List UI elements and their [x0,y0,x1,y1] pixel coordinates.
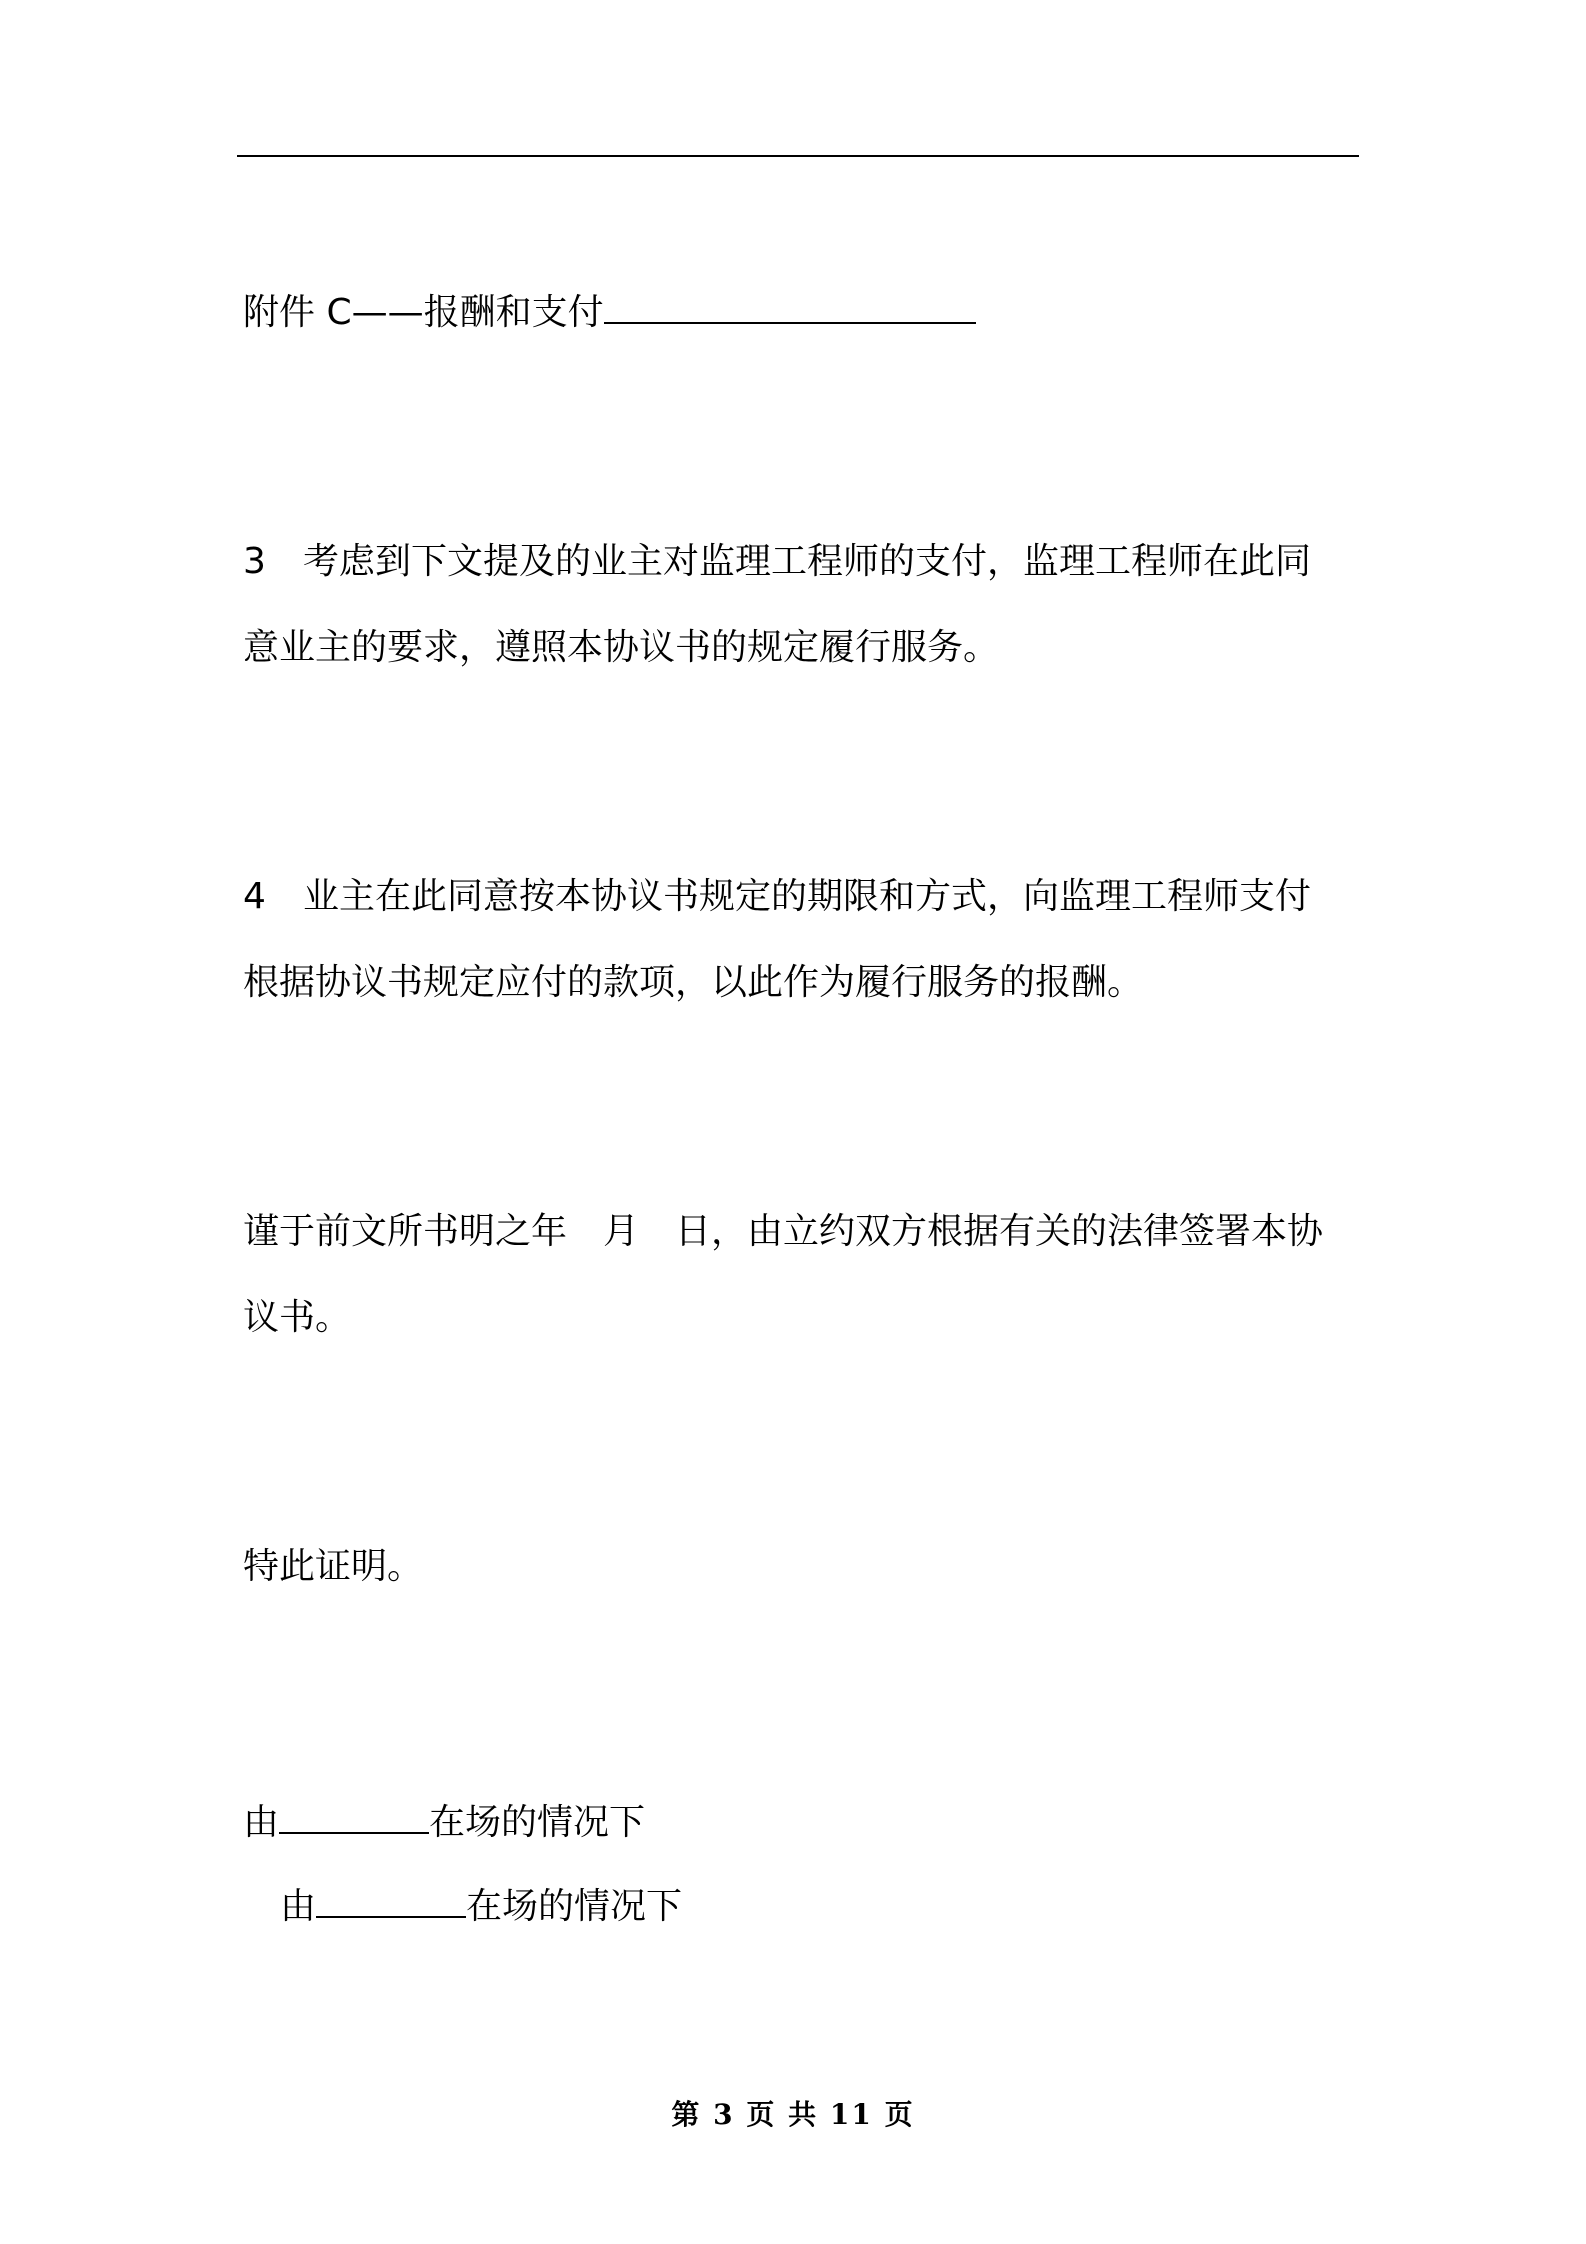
signature-2-blank [316,1884,466,1918]
clause-4-number: 4 [243,876,266,917]
header-rule [237,155,1359,157]
signature-line-2 [280,1884,682,1929]
signature-1-prefix: 由 [243,1802,280,1843]
witness-clause-part-2: 日，由立约双方根据有关的法律签署本协 [675,1211,1324,1252]
witness-clause-text-2: 议书。 [243,1297,352,1338]
witness-clause-month: 月 [603,1211,640,1252]
signature-line-1 [243,1800,645,1845]
clause-4-line-1 [243,875,1311,919]
attachment-c-blank [604,290,976,324]
signature-2-prefix: 由 [280,1886,317,1927]
attachment-c-text: 附件 C——报酬和支付 [243,292,604,333]
witness-clause-line-1 [243,1210,1323,1254]
signature-2-suffix: 在场的情况下 [466,1886,683,1927]
clause-4-text-2: 根据协议书规定应付的款项，以此作为履行服务的报酬。 [243,962,1144,1003]
clause-3-number: 3 [243,541,266,582]
clause-3-line-2 [243,626,999,670]
witness-clause-part-1: 谨于前文所书明之年 [243,1211,568,1252]
clause-3-text-1: 考虑到下文提及的业主对监理工程师的支付，监理工程师在此同 [303,541,1312,582]
clause-4-text-1: 业主在此同意按本协议书规定的期限和方式，向监理工程师支付 [303,876,1312,917]
page-number-footer: 第 3 页 共 11 页 [671,2098,915,2131]
certification-line [243,1545,423,1589]
clause-3-line-1 [243,540,1311,584]
signature-1-suffix: 在场的情况下 [429,1802,646,1843]
signature-1-blank [279,1800,429,1834]
certification-text: 特此证明。 [243,1546,424,1587]
attachment-c-line [243,290,976,335]
witness-clause-line-2 [243,1296,351,1340]
clause-3-text-2: 意业主的要求，遵照本协议书的规定履行服务。 [243,627,1000,668]
clause-4-line-2 [243,961,1143,1005]
